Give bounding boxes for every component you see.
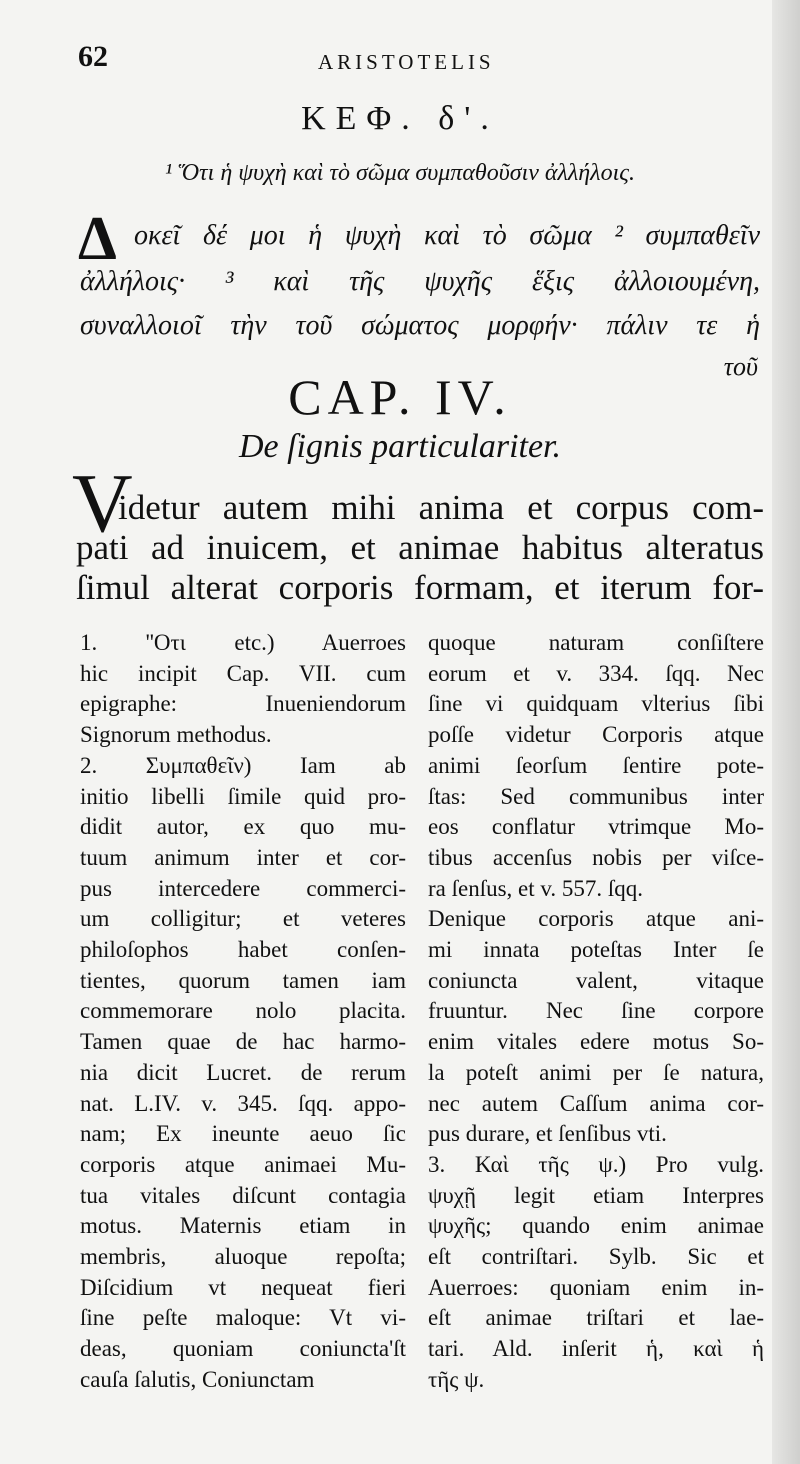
footnote-line: Signorum methodus. [80,722,272,748]
footnote-line: motus. Maternis etiam in [80,1213,406,1239]
footnote-line: tuum animum inter et cor- [80,844,406,870]
footnote-line: ſine peſte maloque: Vt vi- [80,1305,406,1331]
footnote-line: ſine vi quidquam vlterius ſibi [428,691,764,717]
footnote-line: eſt animae triſtari et lae- [428,1305,764,1331]
footnote-line: Tamen quae de hac harmo- [80,1029,406,1055]
footnote-line: fruuntur. Nec ſine corpore [428,998,764,1024]
footnote-line: 3. Καὶ τῆς ψ.) Pro vulg. [428,1151,764,1177]
footnote-line: τῆς ψ. [428,1366,485,1392]
footnote-line: hic incipit Cap. VII. cum [80,660,406,686]
footnote-line: ſtas: Sed communibus inter [428,783,764,809]
footnote-line: pus durare, et ſenſibus vti. [428,1121,667,1147]
footnote-line: Diſcidium vt nequeat fieri [80,1274,406,1300]
footnote-line: tua vitales diſcunt contagia [80,1182,406,1208]
footnote-line: eos conflatur vtrimque Mo- [428,814,764,840]
footnote-line: poſſe videtur Corporis atque [428,722,764,748]
greek-drop-letter: Δ [78,205,117,273]
footnote-line: la poteſt animi per ſe natura, [428,1059,764,1085]
footnote-line: cauſa ſalutis, Coniunctam [80,1366,315,1392]
footnote-line: animi ſeorſum ſentire pote- [428,752,764,778]
footnote-line: philoſophos habet conſen- [80,937,406,962]
latin-line-2: pati ad inuicem, et animae habitus alteratus [76,528,764,567]
latin-chapter-heading: CAP. IV. [288,369,512,425]
footnote-line: um colligitur; et veteres [80,906,406,932]
running-header [78,40,768,80]
footnote-line: 2. Συμπαθεῖν) Iam ab [80,752,406,778]
greek-line-2: ἀλλήλοις· ³ καὶ τῆς ψυχῆς ἕξις ἀλλοιουμένη, [80,266,760,297]
latin-chapter-subtitle: De ſignis particulariter. [238,428,562,465]
footnote-line: initio libelli ſimile quid pro- [80,783,406,809]
greek-line-3: συναλλοιοῖ τὴν τοῦ σώματος μορφήν· πάλιν τε ἡ [80,310,760,341]
footnote-line: mi innata poteſtas Inter ſe [428,937,764,962]
footnote-line: didit autor, ex quo mu- [80,814,406,840]
footnote-line: ra ſenſus, et v. 557. ſqq. [428,875,644,901]
footnote-line: quoque naturam conſiſtere [428,630,764,655]
greek-catchword: τοῦ [723,352,758,381]
page-edge [772,0,800,1464]
footnote-line: nec autem Caſſum anima cor- [428,1090,764,1116]
footnote-line: ψυχῇ legit etiam Interpres [428,1182,764,1208]
footnote-line: tari. Ald. inſerit ἡ, καὶ ἡ [428,1336,764,1362]
footnote-line: nia dicit Lucret. de rerum [80,1059,406,1085]
page-number: 62 [78,40,108,73]
footnote-line: Auerroes: quoniam enim in- [428,1274,764,1300]
footnote-line: 1. ''Oτι etc.) Auerroes [80,630,406,655]
footnote-line: enim vitales edere motus So- [428,1029,764,1055]
footnote-line: commemorare nolo placita. [80,998,406,1024]
footnote-line: coniuncta valent, vitaque [428,967,764,993]
latin-line-3: ſimul alterat corporis formam, et iterum for- [76,568,764,607]
running-title: ARISTOTELIS [318,50,495,74]
footnote-line: tibus accenſus nobis per viſce- [428,844,764,870]
footnote-line: eorum et v. 334. ſqq. Nec [428,660,764,686]
footnote-line: membris, aluoque repoſta; [80,1244,406,1269]
greek-line-1: οκεῖ δέ μοι ἡ ψυχὴ καὶ τὸ σῶμα ² συμπαθεῖν [134,220,760,251]
footnote-line: tientes, quorum tamen iam [80,967,406,993]
latin-line-1: idetur autem mihi anima et corpus com- [118,488,764,527]
footnote-line: ψυχῆς; quando enim animae [428,1213,764,1239]
latin-drop-letter: V [72,457,133,550]
greek-chapter-summary: ¹ Ὅτι ἡ ψυχὴ καὶ τὸ σῶμα συμπαθοῦσιν ἀλλήλοις. [165,160,635,186]
footnote-line: eſt contriſtari. Sylb. Sic et [428,1244,764,1269]
footnote-line: pus intercedere commerci- [80,875,406,901]
greek-chapter-heading: ΚΕΦ. δ'. [301,100,499,137]
footnote-line: nat. L.IV. v. 345. ſqq. appo- [80,1090,406,1116]
footnote-line: epigraphe: Inueniendorum [80,691,406,717]
footnote-line: deas, quoniam coniuncta'ſt [80,1336,406,1362]
footnote-line: corporis atque animaei Mu- [80,1151,406,1177]
footnote-line: nam; Ex ineunte aeuo ſic [80,1121,406,1147]
footnote-line: Denique corporis atque ani- [428,906,764,932]
